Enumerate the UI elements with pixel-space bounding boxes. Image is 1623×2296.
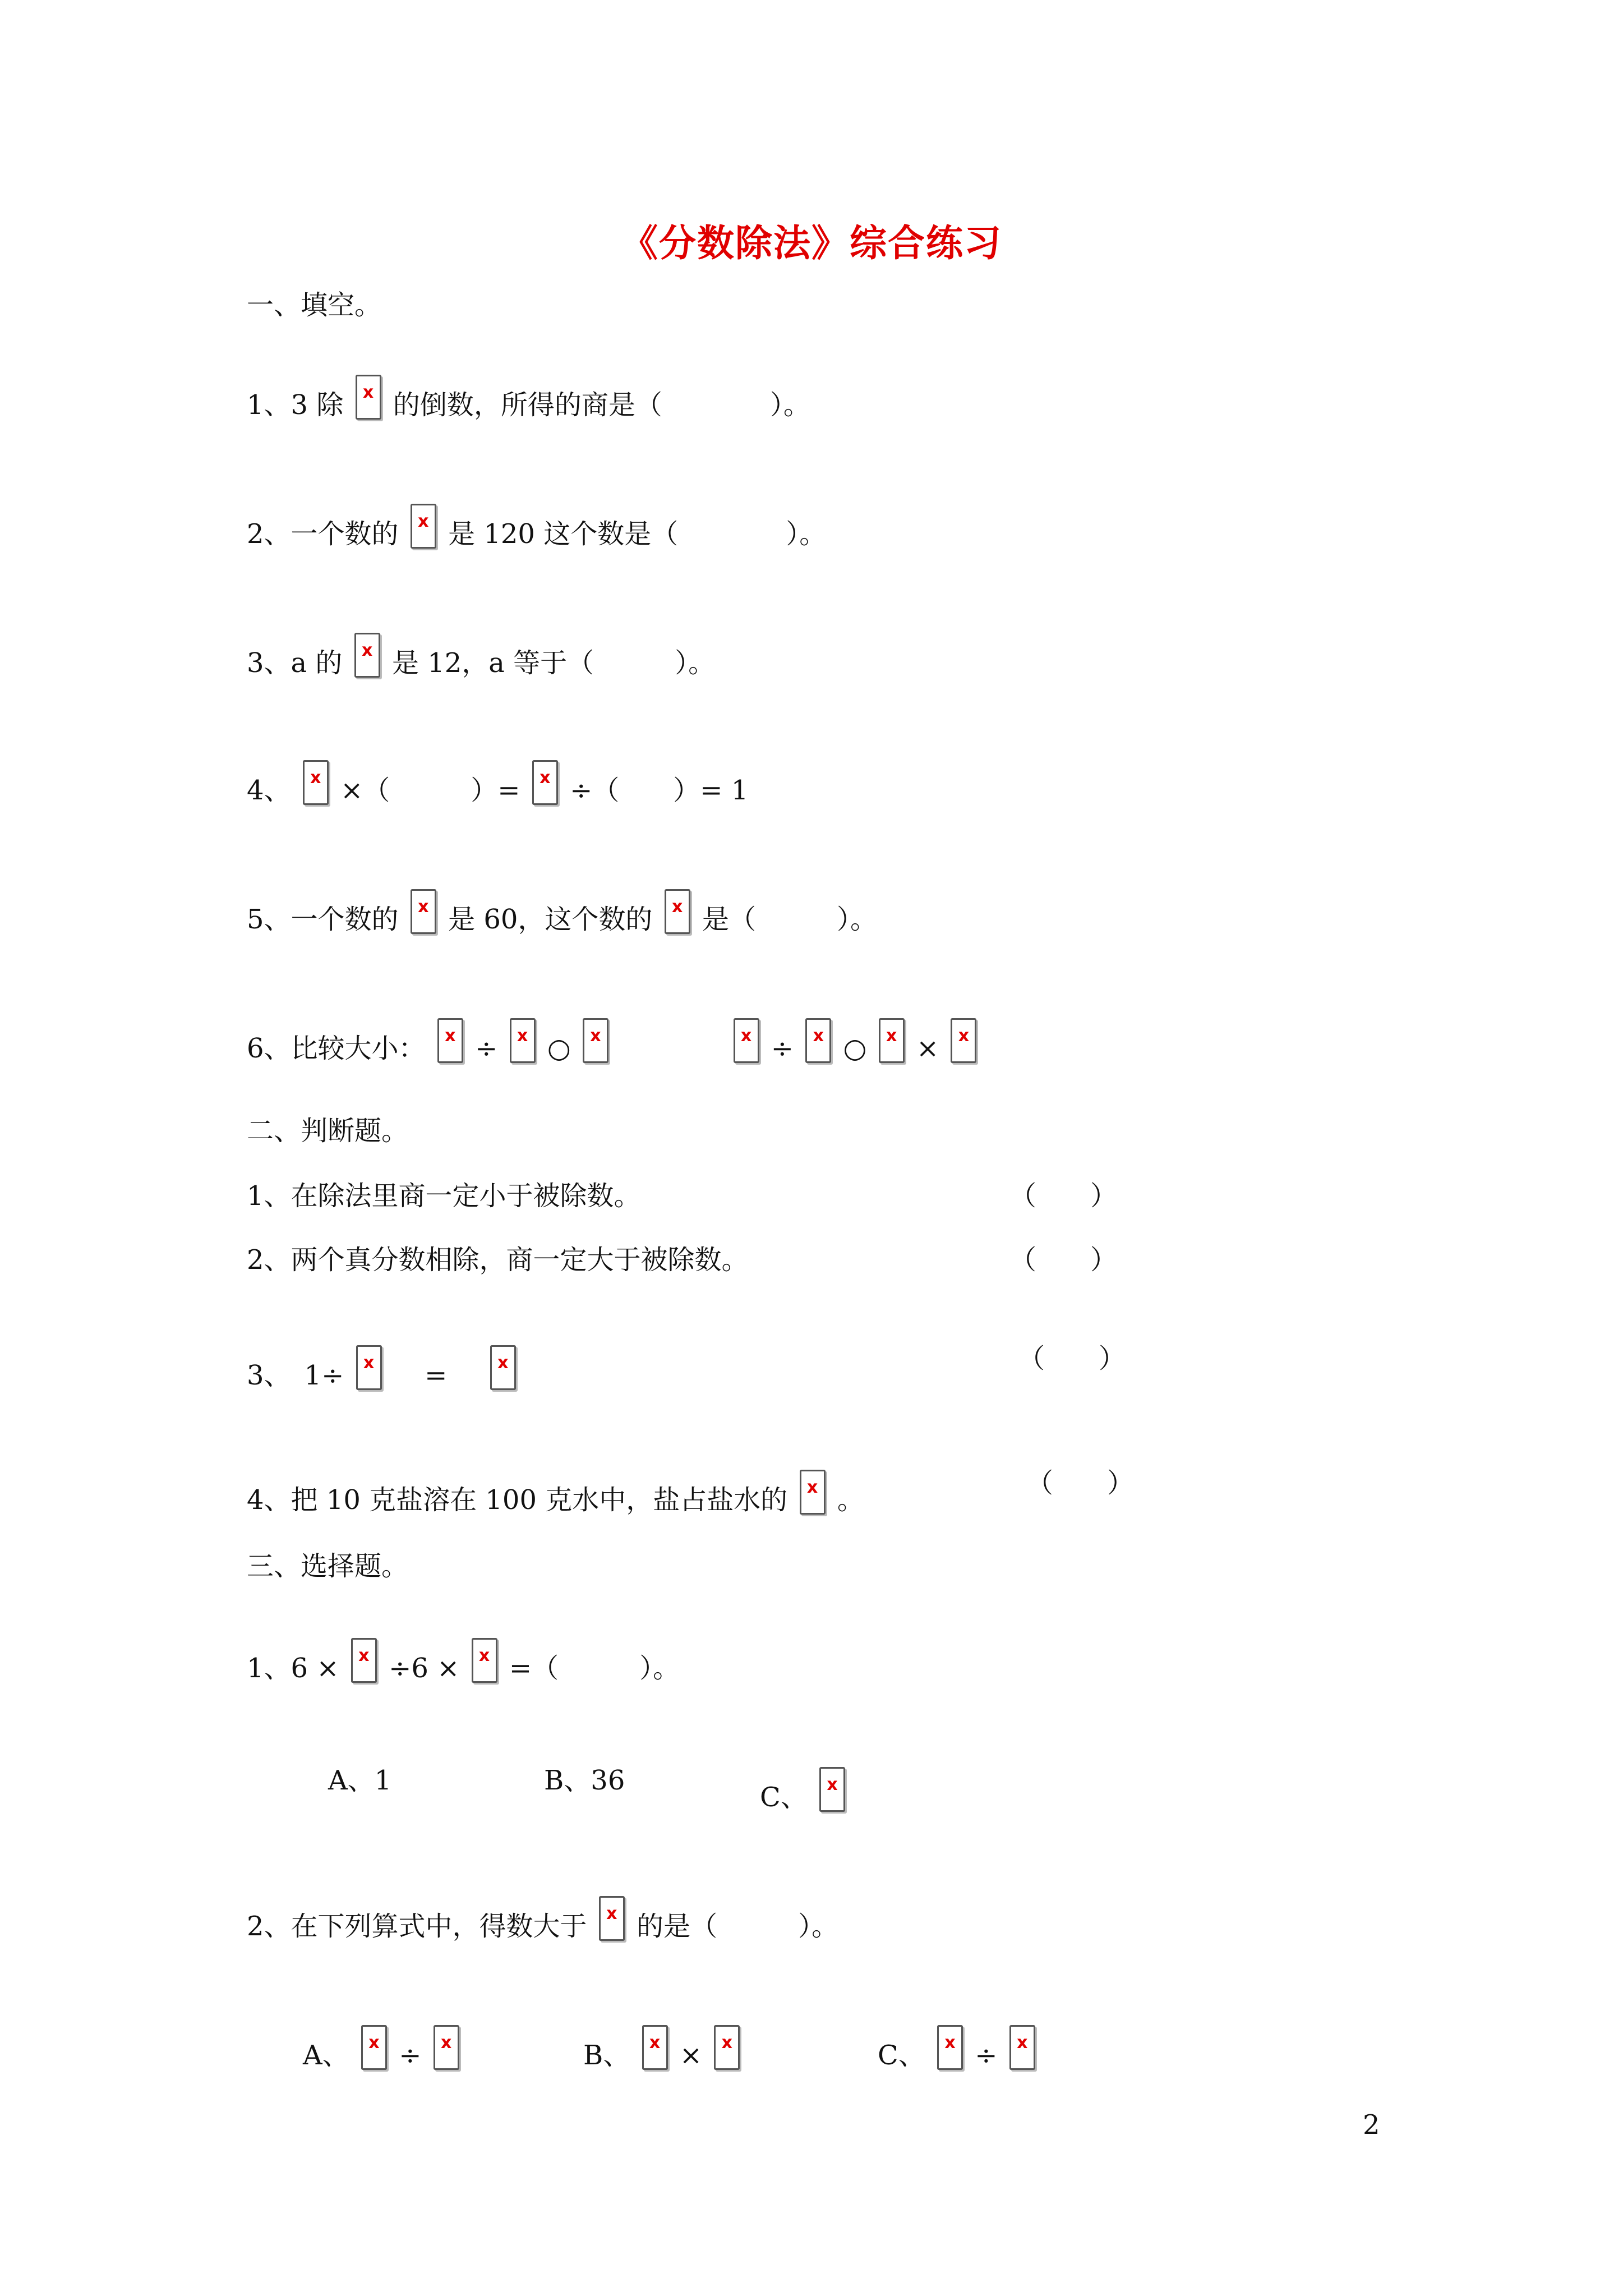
q-text: 1、3 除 bbox=[247, 389, 344, 421]
q-text: 的是（ ）。 bbox=[637, 1911, 839, 1942]
q-text: A、 bbox=[303, 2040, 349, 2071]
s2-question-1: 1、在除法里商一定小于被除数。 bbox=[247, 1180, 641, 1212]
q-text: 3、 1÷ bbox=[247, 1360, 344, 1391]
s1-question-5 bbox=[247, 889, 877, 934]
section3-heading: 三、选择题。 bbox=[247, 1550, 409, 1582]
q-text: 是 12，a 等于（ ）。 bbox=[391, 647, 716, 679]
divide-sign: ÷ bbox=[771, 1033, 794, 1064]
broken-image-icon bbox=[354, 633, 380, 678]
equals-sign: = bbox=[425, 1360, 448, 1391]
broken-image-icon bbox=[665, 889, 690, 934]
q-text: 2、在下列算式中，得数大于 bbox=[247, 1911, 587, 1942]
broken-image-icon bbox=[642, 2025, 668, 2070]
broken-image-icon bbox=[437, 1018, 463, 1063]
broken-image-icon bbox=[356, 1345, 382, 1390]
q-text: C、 bbox=[878, 2040, 925, 2071]
q-text: 。 bbox=[837, 1484, 864, 1516]
broken-image-icon bbox=[819, 1767, 845, 1812]
s3-q2-option-b bbox=[583, 2025, 743, 2070]
answer-paren: （ ） bbox=[1018, 1343, 1126, 1374]
broken-image-icon bbox=[303, 760, 329, 805]
s3-q2-option-c bbox=[878, 2025, 1039, 2070]
q-text: ÷（ ）= 1 bbox=[570, 775, 749, 806]
s1-question-2 bbox=[247, 504, 826, 549]
q-text: =（ ）。 bbox=[509, 1653, 680, 1684]
s2-question-2: 2、两个真分数相除，商一定大于被除数。 bbox=[247, 1244, 749, 1276]
times-sign: × bbox=[916, 1033, 939, 1064]
broken-image-icon bbox=[937, 2025, 963, 2070]
s1-question-3 bbox=[247, 633, 715, 678]
s3-q1-option-a: A、1 bbox=[328, 1765, 392, 1796]
s2-question-3 bbox=[247, 1345, 519, 1390]
section1-heading: 一、填空。 bbox=[247, 289, 382, 321]
compare-circle: ○ bbox=[547, 1033, 571, 1064]
broken-image-icon bbox=[951, 1018, 976, 1063]
section2-heading: 二、判断题。 bbox=[247, 1115, 409, 1147]
q-text: 的倒数，所得的商是（ ）。 bbox=[393, 389, 810, 421]
broken-image-icon bbox=[411, 504, 436, 549]
q-text: 4、把 10 克盐溶在 100 克水中，盐占盐水的 bbox=[247, 1484, 788, 1516]
q-text: ÷6 × bbox=[389, 1653, 460, 1684]
broken-image-icon bbox=[490, 1345, 516, 1390]
s3-question-1 bbox=[247, 1638, 680, 1683]
q-text: C、 bbox=[760, 1782, 808, 1813]
q-text: 2、一个数的 bbox=[247, 518, 399, 550]
page-number: 2 bbox=[1363, 2109, 1380, 2141]
divide-sign: ÷ bbox=[399, 2040, 422, 2071]
answer-paren: （ ） bbox=[1026, 1467, 1135, 1499]
s3-q2-option-a bbox=[303, 2025, 463, 2070]
broken-image-icon bbox=[805, 1018, 831, 1063]
broken-image-icon bbox=[599, 1896, 625, 1941]
broken-image-icon bbox=[434, 2025, 459, 2070]
broken-image-icon bbox=[800, 1470, 826, 1515]
broken-image-icon bbox=[411, 889, 436, 934]
times-sign: × bbox=[679, 2040, 703, 2071]
answer-paren: （ ） bbox=[1009, 1180, 1118, 1212]
q-text: 是 120 这个数是（ ）。 bbox=[448, 518, 827, 550]
q-text: B、 bbox=[583, 2040, 630, 2071]
divide-sign: ÷ bbox=[475, 1033, 498, 1064]
broken-image-icon bbox=[510, 1018, 536, 1063]
q-text: 是 60，这个数的 bbox=[448, 904, 653, 935]
q-text: 1、6 × bbox=[247, 1653, 339, 1684]
q-text: 5、一个数的 bbox=[247, 904, 399, 935]
broken-image-icon bbox=[583, 1018, 608, 1063]
broken-image-icon bbox=[361, 2025, 387, 2070]
broken-image-icon bbox=[472, 1638, 497, 1683]
s1-question-6 bbox=[247, 1018, 980, 1063]
broken-image-icon bbox=[1009, 2025, 1035, 2070]
broken-image-icon bbox=[879, 1018, 905, 1063]
broken-image-icon bbox=[356, 375, 381, 420]
answer-paren: （ ） bbox=[1009, 1244, 1118, 1276]
q-text: 6、比较大小： bbox=[247, 1033, 426, 1064]
page-title: 《分数除法》综合练习 bbox=[621, 221, 1002, 265]
broken-image-icon bbox=[351, 1638, 377, 1683]
s3-question-2 bbox=[247, 1896, 838, 1941]
q-text: 4、 bbox=[247, 775, 291, 806]
q-text: 3、a 的 bbox=[247, 647, 343, 679]
broken-image-icon bbox=[532, 760, 558, 805]
q-text: ×（ ）= bbox=[340, 775, 520, 806]
s3-q1-option-b: B、36 bbox=[544, 1765, 625, 1796]
s1-question-4 bbox=[247, 760, 748, 805]
s1-question-1 bbox=[247, 375, 810, 420]
broken-image-icon bbox=[734, 1018, 759, 1063]
q-text: 是（ ）。 bbox=[702, 904, 877, 935]
s2-question-4 bbox=[247, 1470, 864, 1515]
compare-circle: ○ bbox=[843, 1033, 867, 1064]
broken-image-icon bbox=[714, 2025, 740, 2070]
divide-sign: ÷ bbox=[975, 2040, 998, 2071]
s3-q1-option-c bbox=[760, 1767, 849, 1812]
